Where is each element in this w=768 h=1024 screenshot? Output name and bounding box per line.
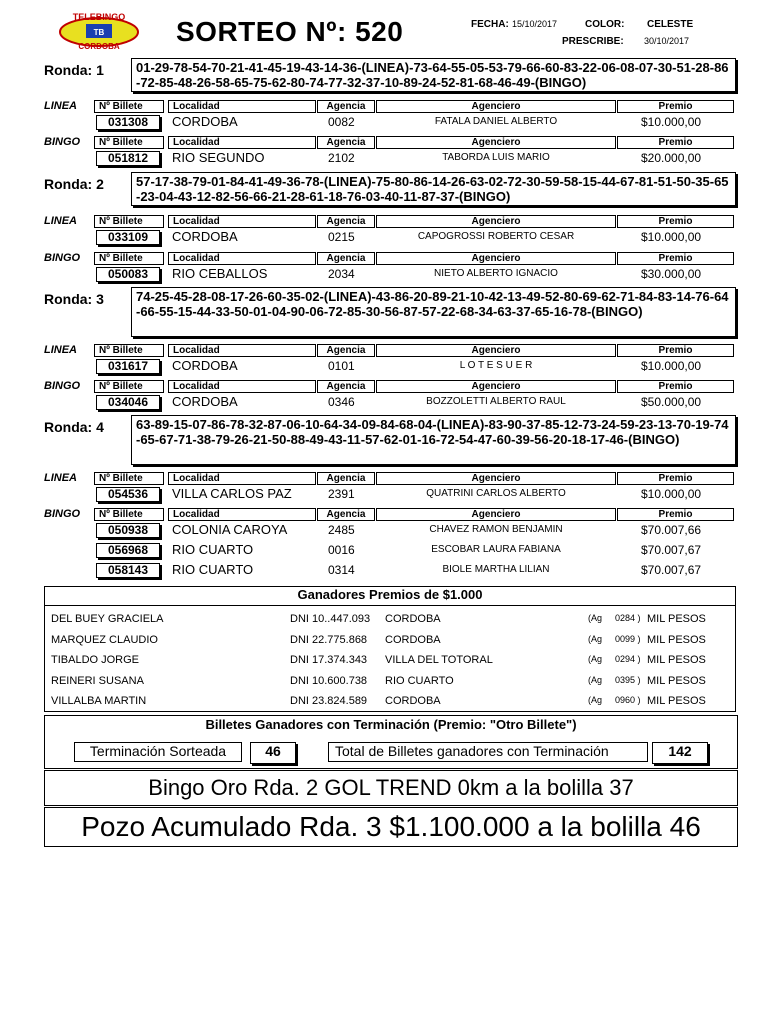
ronda-numbers: 57-17-38-79-01-84-41-49-36-78-(LINEA)-75-80-86-14-26-63-02-72-30-59-58-15-44-67-81-51-50-35-65-23-04-43-12-82-56-66-21-28-61-18-76-03-40-11-87-37-(BINGO): [131, 172, 736, 206]
column-header-localidad: Localidad: [168, 472, 316, 485]
winner-name: MARQUEZ CLAUDIO: [51, 633, 158, 646]
premio: $70.007,67: [641, 543, 702, 557]
billete-number: 058143: [96, 563, 160, 578]
prescribe-label: PRESCRIBE:: [562, 36, 624, 47]
agenciero: FATALA DANIEL ALBERTO: [434, 116, 558, 127]
localidad: RIO CUARTO: [172, 562, 254, 577]
column-header-billete: Nº Billete: [94, 215, 164, 228]
localidad: COLONIA CAROYA: [172, 522, 288, 537]
color-value: CELESTE: [647, 19, 694, 30]
column-header-billete: Nº Billete: [94, 100, 164, 113]
total-terminacion-value: 142: [652, 742, 708, 764]
column-header-agencia: Agencia: [317, 380, 375, 393]
bingo-result-row: [0, 149, 768, 167]
column-header-billete: Nº Billete: [94, 252, 164, 265]
billete-number: 054536: [96, 487, 160, 502]
billete-number: 056968: [96, 543, 160, 558]
winner-row: [44, 613, 736, 627]
winner-city: CORDOBA: [385, 695, 441, 707]
billete-number: 051812: [96, 151, 160, 166]
winner-name: VILLALBA MARTIN: [51, 695, 147, 707]
column-header-agenciero: Agenciero: [376, 215, 616, 228]
ronda-numbers: 01-29-78-54-70-21-41-45-19-43-14-36-(LINEA)-73-64-55-05-53-79-66-60-83-22-06-08-07-30-51-28-86-72-85-48-26-58-65-75-62-80-74-77-32-37-10-89-24-52-81-68-46-49-(BINGO): [131, 58, 736, 92]
winner-agencia: 0294 ): [615, 654, 641, 664]
column-header-billete: Nº Billete: [94, 472, 164, 485]
winners-list: [44, 605, 736, 712]
agencia: 0314: [328, 563, 355, 577]
column-header-billete: Nº Billete: [94, 508, 164, 521]
svg-text:TB: TB: [93, 28, 105, 37]
agenciero: BIOLE MARTHA LILIAN: [442, 564, 550, 575]
agencia: 0346: [328, 395, 355, 409]
column-header-agenciero: Agenciero: [376, 252, 616, 265]
fecha-value: 15/10/2017: [512, 19, 558, 29]
agenciero: ESCOBAR LAURA FABIANA: [431, 544, 561, 555]
column-header-premio: Premio: [617, 344, 734, 357]
column-header-localidad: Localidad: [168, 344, 316, 357]
winner-ag: (Ag: [588, 613, 603, 623]
agencia: 2485: [328, 523, 355, 537]
column-header-agencia: Agencia: [317, 344, 375, 357]
ronda-label: Ronda: 4: [44, 419, 104, 435]
billete-number: 034046: [96, 395, 160, 410]
winner-dni: DNI 10..447.093: [290, 613, 371, 625]
winner-city: RIO CUARTO: [385, 674, 454, 687]
linea-label: LINEA: [44, 100, 77, 112]
winner-city: CORDOBA: [385, 613, 441, 625]
column-header-agencia: Agencia: [317, 100, 375, 113]
column-header-localidad: Localidad: [168, 215, 316, 228]
winner-dni: DNI 23.824.589: [290, 695, 368, 707]
total-terminacion-label: Total de Billetes ganadores con Terminación: [328, 742, 648, 762]
bingo-header-row: [0, 380, 768, 393]
agencia: 0016: [328, 543, 355, 557]
ronda-numbers: 63-89-15-07-86-78-32-87-06-10-64-34-09-84-68-04-(LINEA)-83-90-37-85-12-73-24-59-23-13-70-19-74-65-67-71-38-79-26-21-50-88-49-43-11-57-62-01-16-72-54-47-60-39-56-20-18-17-46-(BINGO): [131, 415, 736, 465]
linea-header-row: [0, 344, 768, 357]
column-header-premio: Premio: [617, 215, 734, 228]
linea-label: LINEA: [44, 344, 77, 356]
winner-agencia: 0960 ): [615, 695, 641, 705]
localidad: RIO CEBALLOS: [172, 266, 268, 281]
agencia: 2034: [328, 267, 355, 281]
prescribe-value: 30/10/2017: [644, 36, 690, 46]
column-header-agenciero: Agenciero: [376, 100, 616, 113]
column-header-premio: Premio: [617, 252, 734, 265]
winner-prize: MIL PESOS: [647, 695, 706, 707]
column-header-premio: Premio: [617, 472, 734, 485]
ronda-label: Ronda: 1: [44, 62, 104, 78]
bingo-result-row: [0, 393, 768, 411]
linea-header-row: [0, 472, 768, 485]
column-header-billete: Nº Billete: [94, 136, 164, 149]
agencia: 0215: [328, 230, 355, 244]
localidad: VILLA CARLOS PAZ: [172, 486, 292, 501]
linea-result-row: [0, 228, 768, 246]
premio: $10.000,00: [641, 230, 702, 244]
fecha-label: FECHA:: [471, 19, 509, 30]
column-header-agenciero: Agenciero: [376, 344, 616, 357]
winner-dni: DNI 22.775.868: [290, 633, 368, 646]
winner-agencia: 0284 ): [615, 613, 641, 623]
localidad: CORDOBA: [172, 229, 238, 244]
linea-label: LINEA: [44, 215, 77, 227]
bingo-header-row: [0, 508, 768, 521]
page-title: SORTEO Nº: 520: [176, 16, 404, 47]
pozo-acumulado-banner: Pozo Acumulado Rda. 3 $1.100.000 a la bolilla 46: [44, 807, 738, 847]
column-header-localidad: Localidad: [168, 252, 316, 265]
agencia: 2391: [328, 487, 355, 501]
winner-prize: MIL PESOS: [647, 613, 706, 625]
premio: $10.000,00: [641, 359, 702, 373]
agenciero: NIETO ALBERTO IGNACIO: [434, 268, 558, 279]
color-label: COLOR:: [585, 19, 625, 30]
column-header-agencia: Agencia: [317, 136, 375, 149]
winner-ag: (Ag: [588, 633, 603, 644]
agencia: 0082: [328, 115, 355, 129]
column-header-localidad: Localidad: [168, 508, 316, 521]
winner-prize: MIL PESOS: [647, 654, 706, 666]
column-header-premio: Premio: [617, 136, 734, 149]
column-header-premio: Premio: [617, 380, 734, 393]
winner-row: [44, 695, 736, 709]
agenciero: QUATRINI CARLOS ALBERTO: [426, 488, 566, 499]
bingo-label: BINGO: [44, 380, 81, 392]
winner-agencia: 0099 ): [615, 633, 641, 644]
column-header-agencia: Agencia: [317, 252, 375, 265]
agencia: 2102: [328, 151, 355, 165]
winner-name: TIBALDO JORGE: [51, 654, 140, 666]
winner-agencia: 0395 ): [615, 674, 641, 685]
telebingo-logo: [58, 12, 140, 50]
bingo-result-row: [0, 541, 768, 559]
termination-title: Billetes Ganadores con Terminación (Premio: "Otro Billete"): [205, 717, 577, 732]
svg-text:CORDOBA: CORDOBA: [78, 42, 120, 50]
bingo-label: BINGO: [44, 252, 81, 264]
column-header-billete: Nº Billete: [94, 344, 164, 357]
billete-number: 031308: [96, 115, 160, 130]
bingo-result-row: [0, 561, 768, 579]
bingo-result-row: [0, 265, 768, 283]
localidad: CORDOBA: [172, 358, 238, 373]
localidad: CORDOBA: [172, 114, 238, 129]
winner-row: [44, 675, 736, 689]
localidad: RIO CUARTO: [172, 542, 254, 557]
agenciero: CHAVEZ RAMON BENJAMIN: [429, 524, 563, 535]
column-header-localidad: Localidad: [168, 380, 316, 393]
linea-result-row: [0, 485, 768, 503]
ronda-label: Ronda: 2: [44, 176, 104, 192]
premio: $10.000,00: [641, 487, 702, 501]
billete-number: 050083: [96, 267, 160, 282]
premio: $50.000,00: [641, 395, 702, 409]
premio: $70.007,66: [641, 523, 702, 537]
agenciero: L O T E S U E R: [459, 360, 533, 371]
winner-prize: MIL PESOS: [647, 674, 706, 687]
billete-number: 033109: [96, 230, 160, 245]
linea-header-row: [0, 215, 768, 228]
column-header-premio: Premio: [617, 508, 734, 521]
linea-result-row: [0, 113, 768, 131]
winner-ag: (Ag: [588, 674, 603, 685]
winner-name: REINERI SUSANA: [51, 674, 144, 687]
bingo-result-row: [0, 521, 768, 539]
linea-label: LINEA: [44, 472, 77, 484]
winner-dni: DNI 10.600.738: [290, 674, 368, 687]
agenciero: TABORDA LUIS MARIO: [442, 152, 550, 163]
column-header-agencia: Agencia: [317, 508, 375, 521]
billete-number: 031617: [96, 359, 160, 374]
premio: $20.000,00: [641, 151, 702, 165]
premio: $70.007,67: [641, 563, 702, 577]
column-header-premio: Premio: [617, 100, 734, 113]
linea-result-row: [0, 357, 768, 375]
localidad: RIO SEGUNDO: [172, 150, 265, 165]
terminacion-sorteada-label: Terminación Sorteada: [74, 742, 242, 762]
svg-text:TELEBINGO: TELEBINGO: [72, 12, 126, 22]
column-header-localidad: Localidad: [168, 100, 316, 113]
winner-city: CORDOBA: [385, 633, 441, 646]
billete-number: 050938: [96, 523, 160, 538]
linea-header-row: [0, 100, 768, 113]
column-header-agencia: Agencia: [317, 215, 375, 228]
agencia: 0101: [328, 359, 355, 373]
agenciero: CAPOGROSSI ROBERTO CESAR: [417, 231, 575, 242]
winner-name: DEL BUEY GRACIELA: [51, 613, 164, 625]
bingo-label: BINGO: [44, 136, 81, 148]
column-header-localidad: Localidad: [168, 136, 316, 149]
column-header-agenciero: Agenciero: [376, 472, 616, 485]
winner-row: [44, 634, 736, 648]
bingo-header-row: [0, 252, 768, 265]
winners-title: Ganadores Premios de $1.000: [297, 587, 483, 602]
winner-ag: (Ag: [588, 695, 603, 705]
premio: $30.000,00: [641, 267, 702, 281]
bingo-label: BINGO: [44, 508, 81, 520]
column-header-billete: Nº Billete: [94, 380, 164, 393]
winner-dni: DNI 17.374.343: [290, 654, 368, 666]
column-header-agenciero: Agenciero: [376, 136, 616, 149]
terminacion-sorteada-value: 46: [250, 742, 296, 764]
premio: $10.000,00: [641, 115, 702, 129]
localidad: CORDOBA: [172, 394, 238, 409]
winner-row: [44, 654, 736, 668]
column-header-agencia: Agencia: [317, 472, 375, 485]
winner-prize: MIL PESOS: [647, 633, 706, 646]
winner-ag: (Ag: [588, 654, 603, 664]
agenciero: BOZZOLETTI ALBERTO RAUL: [426, 396, 566, 407]
column-header-agenciero: Agenciero: [376, 380, 616, 393]
column-header-agenciero: Agenciero: [376, 508, 616, 521]
ronda-numbers: 74-25-45-28-08-17-26-60-35-02-(LINEA)-43-86-20-89-21-10-42-13-49-52-80-69-62-71-84-83-14-76-64-66-55-15-44-33-50-01-04-90-06-72-85-30-56-87-57-22-68-34-63-37-65-16-78-(BINGO): [131, 287, 736, 337]
ronda-label: Ronda: 3: [44, 291, 104, 307]
bingo-header-row: [0, 136, 768, 149]
bingo-oro-banner: Bingo Oro Rda. 2 GOL TREND 0km a la bolilla 37: [44, 770, 738, 806]
winner-city: VILLA DEL TOTORAL: [385, 654, 493, 666]
